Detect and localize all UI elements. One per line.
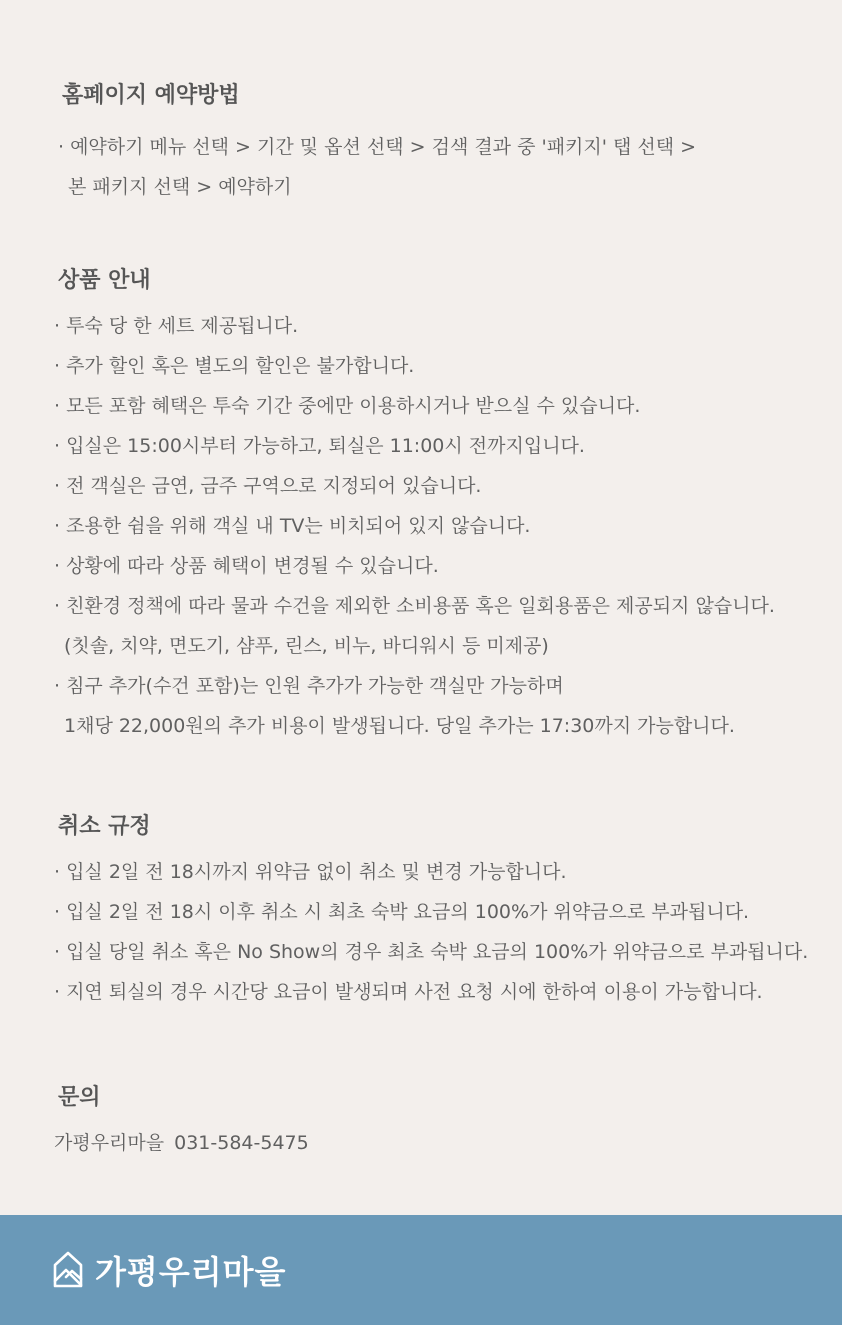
house-outline-icon [53,1251,83,1289]
logo-text: 가평우리마을 [95,1253,287,1291]
product-line: · 추가 할인 혹은 별도의 할인은 불가합니다. [54,355,415,377]
product-line: · 전 객실은 금연, 금주 구역으로 지정되어 있습니다. [54,475,482,497]
product-line: · 투숙 당 한 세트 제공됩니다. [54,315,299,337]
product-line: · 침구 추가(수건 포함)는 인원 추가가 가능한 객실만 가능하며 [54,675,564,697]
contact-section [0,1084,842,1163]
cancel-lines [54,852,842,1012]
logo [53,1248,286,1292]
cancel-line: · 입실 2일 전 18시까지 위약금 없이 취소 및 변경 가능합니다. [54,861,567,883]
footer [0,1215,842,1325]
product-line: (칫솔, 치약, 면도기, 샴푸, 린스, 비누, 바디워시 등 미제공) [64,635,549,657]
product-title: 상품 안내 [58,268,151,293]
product-line: 1채당 22,000원의 추가 비용이 발생됩니다. 당일 추가는 17:30까지 가능합니다. [64,715,735,737]
product-line: · 친환경 정책에 따라 물과 수건을 제외한 소비용품 혹은 일회용품은 제공되지 않습니다. [54,595,775,617]
product-line: · 모든 포함 혜택은 투숙 기간 중에만 이용하시거나 받으실 수 있습니다. [54,395,641,417]
reservation-section [0,82,842,207]
product-lines [54,306,842,746]
contact-title: 문의 [58,1085,101,1110]
product-line: · 입실은 15:00시부터 가능하고, 퇴실은 11:00시 전까지입니다. [54,435,585,457]
reservation-line: · 예약하기 메뉴 선택 > 기간 및 옵션 선택 > 검색 결과 중 '패키지' 탭 선택 > [58,136,697,158]
reservation-line: 본 패키지 선택 > 예약하기 [68,176,292,198]
contact-lines [54,1123,842,1163]
contact-line [54,1123,842,1163]
cancel-line: · 지연 퇴실의 경우 시간당 요금이 발생되며 사전 요청 시에 한하여 이용이 가능합니다. [54,981,763,1003]
product-section [0,267,842,746]
cancel-title: 취소 규정 [58,814,151,839]
product-line: · 상황에 따라 상품 혜택이 변경될 수 있습니다. [54,555,439,577]
cancel-section [0,813,842,1012]
contact-name: 가평우리마을 [54,1132,165,1154]
cancel-line: · 입실 2일 전 18시 이후 취소 시 최초 숙박 요금의 100%가 위약금으로 부과됩니다. [54,901,750,923]
cancel-line: · 입실 당일 취소 혹은 No Show의 경우 최초 숙박 요금의 100%가 위약금으로 부과됩니다. [54,941,809,963]
reservation-title: 홈페이지 예약방법 [62,83,240,108]
product-line: · 조용한 쉼을 위해 객실 내 TV는 비치되어 있지 않습니다. [54,515,531,537]
contact-phone: 031-584-5475 [174,1132,309,1154]
reservation-lines [58,127,842,207]
